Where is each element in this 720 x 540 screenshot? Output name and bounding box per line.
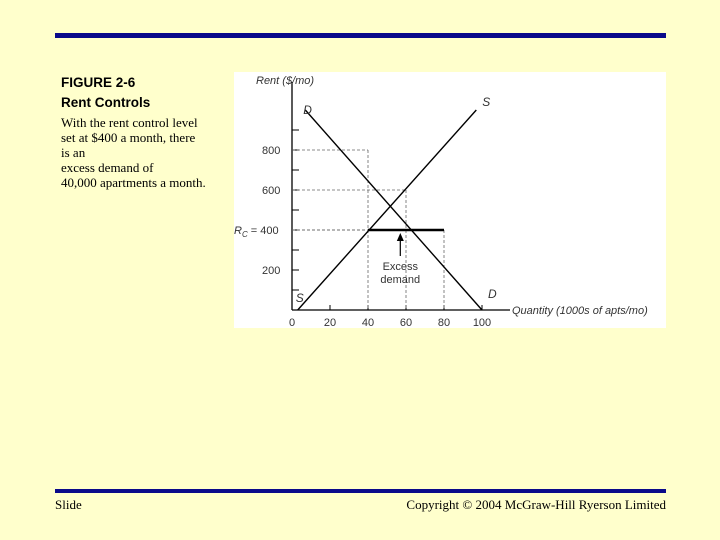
figure-number: FIGURE 2-6 — [61, 75, 136, 90]
chart-svg — [234, 72, 666, 328]
y-tick-label: 800 — [262, 145, 281, 157]
excess-demand-label-line2: demand — [380, 274, 421, 286]
caption-line: excess demand of — [61, 160, 154, 175]
rent-control-chart — [234, 72, 666, 328]
demand-label-bottom: D — [488, 287, 497, 301]
top-rule — [55, 33, 666, 38]
x-tick-label: 0 — [288, 317, 296, 328]
bottom-rule — [55, 489, 666, 493]
slide-label: Slide — [55, 497, 82, 512]
figure-description — [61, 115, 241, 190]
x-tick-label: 100 — [472, 317, 492, 328]
caption-line: With the rent control level — [61, 115, 198, 130]
x-tick-label: 60 — [399, 317, 413, 328]
figure-caption — [61, 73, 241, 190]
supply-label-top: S — [482, 95, 491, 109]
caption-line: 40,000 apartments a month. — [61, 175, 206, 190]
x-tick-label: 20 — [323, 317, 337, 328]
y-tick-label: 200 — [262, 265, 281, 277]
x-axis-label: Quantity (1000s of apts/mo) — [512, 305, 648, 317]
y-tick-label-rent-control: $R_C = 400$ — [234, 225, 279, 239]
x-tick-label: 40 — [361, 317, 375, 328]
copyright-notice: Copyright © 2004 McGraw-Hill Ryerson Limited — [406, 497, 666, 512]
caption-line: is an — [61, 145, 86, 160]
y-axis-label: Rent ($/mo) — [256, 75, 315, 87]
supply-label-bottom: S — [295, 291, 304, 305]
excess-demand-arrowhead — [397, 233, 404, 241]
x-tick-label: 80 — [437, 317, 451, 328]
caption-line: set at $400 a month, there — [61, 130, 196, 145]
excess-demand-label-line1: Excess — [382, 261, 419, 273]
demand-label-top: D — [303, 103, 312, 117]
figure-title: Rent Controls — [61, 95, 151, 110]
y-tick-label: 600 — [262, 185, 281, 197]
